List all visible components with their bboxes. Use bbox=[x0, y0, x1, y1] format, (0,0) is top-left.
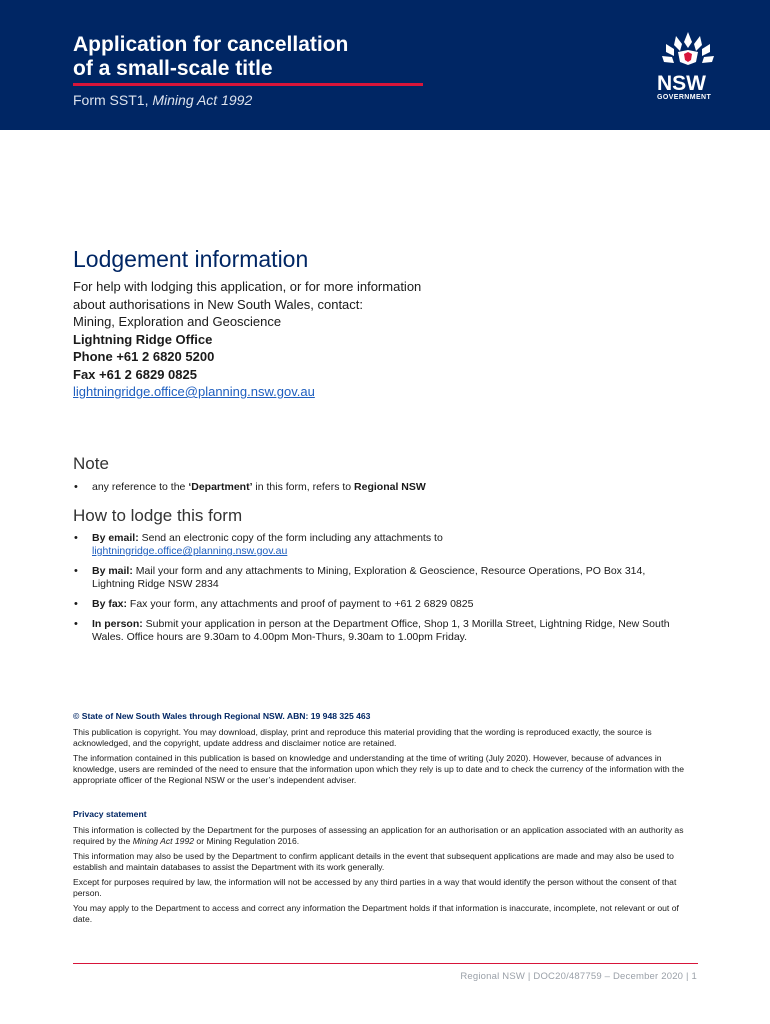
bullet-icon: • bbox=[74, 532, 78, 544]
logo-nsw-text: NSW bbox=[657, 72, 706, 95]
lodgement-intro-2: about authorisations in New South Wales, contact: bbox=[73, 296, 364, 312]
form-subtitle bbox=[73, 92, 252, 108]
privacy-para-2: This information may also be used by the Department to confirm applicant details in the event that subsequent applications are made and may also be used to establish and maintain databases to assist the Department with its work generally. bbox=[73, 851, 674, 872]
form-title bbox=[73, 33, 348, 81]
howto-heading: How to lodge this form bbox=[73, 506, 243, 525]
form-title-line1: Application for cancellation bbox=[73, 33, 349, 56]
list-item-email: • By email: Send an electronic copy of the form including any attachments to lightningridge.office@planning.nsw.gov.au bbox=[74, 532, 443, 557]
subtitle-act: Mining Act 1992 bbox=[152, 92, 253, 108]
contact-phone: Phone +61 2 6820 5200 bbox=[73, 349, 215, 364]
copyright-para-1: This publication is copyright. You may download, display, print and reproduce this material providing that the wording is reproduced exactly, the source is acknowledged, and the copyright, update address and disclaimer notice are retained. bbox=[73, 727, 652, 748]
contact-email-link[interactable]: lightningridge.office@planning.nsw.gov.au bbox=[73, 384, 315, 399]
privacy-para-1: This information is collected by the Department for the purposes of assessing an application for an authorisation or an application associated with an authority as required by the Mining Act 1992 or Mining Regulation 2016. bbox=[73, 825, 684, 846]
list-item-fax: • By fax: Fax your form, any attachments and proof of payment to +61 2 6829 0825 bbox=[74, 598, 474, 610]
title-underline bbox=[73, 83, 423, 86]
copyright-para-2: The information contained in this publication is based on knowledge and understanding at the time of writing (July 2020). However, because of advances in knowledge, users are reminded of the need to ensure that the information upon which they rely is up to date and to check the currency of the information with the appropriate officer of the Regional NSW or the user’s independent adviser. bbox=[73, 753, 684, 785]
copyright-block bbox=[73, 711, 693, 790]
lodgement-intro-1: For help with lodging this application, or for more information bbox=[73, 279, 422, 294]
logo-government-text: GOVERNMENT bbox=[657, 94, 712, 101]
footer-divider bbox=[73, 963, 698, 964]
copyright-heading: © State of New South Wales through Regional NSW. ABN: 19 948 325 463 bbox=[73, 711, 371, 721]
bullet-icon: • bbox=[74, 598, 78, 610]
contact-fax: Fax +61 2 6829 0825 bbox=[73, 366, 197, 382]
subtitle-prefix: Form SST1, bbox=[73, 92, 153, 108]
privacy-block bbox=[73, 809, 693, 929]
form-title-line2: of a small-scale title bbox=[73, 57, 273, 80]
list-item-mail: • By mail: Mail your form and any attachments to Mining, Exploration & Geoscience, Resource Operations, PO Box 314, Lightning Ridge NSW 2834 bbox=[74, 565, 646, 590]
bullet-icon: • bbox=[74, 481, 78, 493]
privacy-para-3: Except for purposes required by law, the information will not be accessed by any third parties in a way that would identify the person without the consent of that person. bbox=[73, 877, 677, 898]
note-heading: Note bbox=[73, 454, 109, 473]
contact-office: Lightning Ridge Office bbox=[73, 331, 213, 347]
list-item: • any reference to the ‘Department’ in this form, refers to Regional NSW bbox=[74, 481, 426, 493]
howto-list bbox=[73, 532, 688, 651]
email-link[interactable]: lightningridge.office@planning.nsw.gov.au bbox=[92, 545, 288, 557]
privacy-para-4: You may apply to the Department to access and correct any information the Department holds if that information is inaccurate, incomplete, not relevant or out of date. bbox=[73, 903, 679, 924]
footer-text: Regional NSW | DOC20/487759 – December 2020 | 1 bbox=[460, 971, 697, 982]
header-banner bbox=[0, 0, 770, 130]
lodgement-heading: Lodgement information bbox=[73, 246, 309, 272]
lodgement-contact bbox=[73, 278, 493, 401]
bullet-icon: • bbox=[74, 565, 78, 577]
note-list bbox=[73, 481, 688, 494]
list-item-in-person: • In person: Submit your application in person at the Department Office, Shop 1, 3 Morilla Street, Lightning Ridge, New South Wales. Office hours are 9.30am to 4.00pm Mon-Thurs, 9.30am to 1.00pm Friday. bbox=[74, 618, 670, 643]
privacy-heading: Privacy statement bbox=[73, 809, 147, 819]
bullet-icon: • bbox=[74, 618, 78, 630]
contact-org: Mining, Exploration and Geoscience bbox=[73, 314, 282, 329]
